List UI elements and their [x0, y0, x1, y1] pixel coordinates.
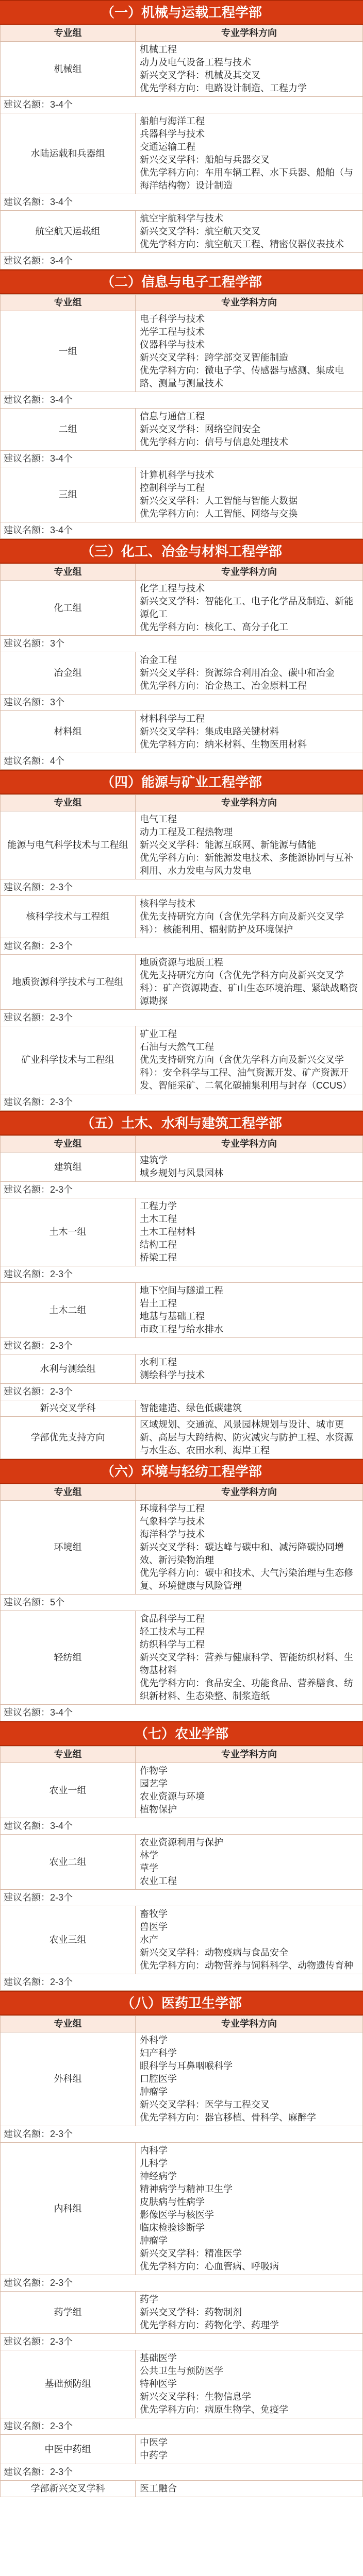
header-direction: 专业学科方向 [136, 295, 363, 311]
group-name: 核科学技术与工程组 [1, 896, 136, 938]
suggested-quota: 建议名额：2-3个 [1, 1010, 363, 1026]
suggested-quota: 建议名额：3-4个 [1, 97, 363, 113]
table-row [1, 311, 363, 392]
suggest-row [1, 2126, 363, 2143]
table-row [1, 811, 363, 879]
suggested-quota: 建议名额：5个 [1, 1595, 363, 1611]
table-row [1, 1283, 363, 1338]
group-name: 三组 [1, 467, 136, 522]
table-row [1, 711, 363, 753]
group-name: 轻纺组 [1, 1611, 136, 1705]
group-directions: 食品科学与工程 轻工技术与工程 纺织科学与工程 新兴交叉学科：营养与健康科学、智能纺织材料、生物基材料 优先学科方向：食品安全、功能食品、营养膳食、纺织新材料、生态染整、制浆造纸 [136, 1611, 363, 1705]
header-group: 专业组 [1, 795, 136, 811]
header-group: 专业组 [1, 295, 136, 311]
group-name: 环境组 [1, 1501, 136, 1595]
table-row [1, 1026, 363, 1094]
table-row [1, 1501, 363, 1595]
group-directions: 信息与通信工程 新兴交叉学科：网络空间安全 优先学科方向：信号与信息处理技术 [136, 409, 363, 451]
suggest-row [1, 2334, 363, 2350]
table-row [1, 1400, 363, 1417]
table-row [1, 211, 363, 253]
table-row [1, 581, 363, 636]
table-row [1, 652, 363, 694]
section-table [0, 564, 363, 770]
group-directions: 内科学 儿科学 神经病学 精神病学与精神卫生学 皮肤病与性病学 影像医学与核医学 临床检验诊断学 肿瘤学 新兴交叉学科：精准医学 优先学科方向：心血管病、呼吸病 [136, 2143, 363, 2275]
suggested-quota: 建议名额：2-3个 [1, 2126, 363, 2143]
header-group: 专业组 [1, 1747, 136, 1763]
section-title: （二）信息与电子工程学部 [0, 269, 363, 294]
group-directions: 地质资源与地质工程 优先支持研究方向（含优先学科方向及新兴交叉学科）：矿产资源勘查、矿山生态环境治理、紧缺战略资源勘探 [136, 955, 363, 1010]
table-row [1, 896, 363, 938]
header-direction: 专业学科方向 [136, 1136, 363, 1153]
group-directions: 矿业工程 石油与天然气工程 优先支持研究方向（含优先学科方向及新兴交叉学科）：安全科学与工程、油气资源开发、矿产资源开发、智能采矿、二氧化碳捕集利用与封存（CCUS） [136, 1026, 363, 1094]
section-title: （一）机械与运载工程学部 [0, 0, 363, 25]
table-row [1, 2350, 363, 2418]
suggest-row [1, 1595, 363, 1611]
group-directions: 材料科学与工程 新兴交叉学科：集成电路关键材料 优先学科方向：纳米材料、生物医用材料 [136, 711, 363, 753]
group-directions: 水利工程 测绘科学与技术 [136, 1354, 363, 1384]
group-name: 土木一组 [1, 1198, 136, 1266]
header-group: 专业组 [1, 564, 136, 581]
suggest-row [1, 97, 363, 113]
suggest-row [1, 522, 363, 539]
table-row [1, 2481, 363, 2497]
table-row [1, 1763, 363, 1818]
group-name: 矿业科学技术与工程组 [1, 1026, 136, 1094]
suggested-quota: 建议名额：3个 [1, 636, 363, 652]
section-title: （七）农业学部 [0, 1721, 363, 1746]
suggested-quota: 建议名额：3-4个 [1, 194, 363, 211]
table-header-row [1, 564, 363, 581]
group-directions: 电气工程 动力工程及工程热物理 新兴交叉学科：能源互联网、新能源与储能 优先学科方向：新能源发电技术、多能源协同与互补利用、水力发电与风力发电 [136, 811, 363, 879]
group-name: 学部优先支持方向 [1, 1417, 136, 1459]
table-header-row [1, 2016, 363, 2032]
suggested-quota: 建议名额：2-3个 [1, 1384, 363, 1400]
suggested-quota: 建议名额：4个 [1, 753, 363, 770]
suggested-quota: 建议名额：2-3个 [1, 1974, 363, 1991]
table-row [1, 2032, 363, 2126]
header-direction: 专业学科方向 [136, 2016, 363, 2032]
group-directions: 机械工程 动力及电气设备工程与技术 新兴交叉学科：机械及其交叉 优先学科方向：电路设计制造、工程力学 [136, 42, 363, 97]
table-row [1, 1835, 363, 1890]
table-header-row [1, 1136, 363, 1153]
group-directions: 智能建造、绿色低碳建筑 [136, 1400, 363, 1417]
group-directions: 核科学与技术 优先支持研究方向（含优先学科方向及新兴交叉学科）：核能利用、辐射防护及环境保护 [136, 896, 363, 938]
group-name: 农业三组 [1, 1906, 136, 1974]
group-name: 机械组 [1, 42, 136, 97]
group-directions: 作物学 园艺学 农业资源与环境 植物保护 [136, 1763, 363, 1818]
suggested-quota: 建议名额：3-4个 [1, 1705, 363, 1721]
suggest-row [1, 1094, 363, 1111]
table-header-row [1, 1747, 363, 1763]
suggest-row [1, 194, 363, 211]
suggested-quota: 建议名额：3个 [1, 694, 363, 711]
table-row [1, 955, 363, 1010]
group-directions: 中医学 中药学 [136, 2435, 363, 2464]
group-name: 内科组 [1, 2143, 136, 2275]
group-name: 冶金组 [1, 652, 136, 694]
group-name: 二组 [1, 409, 136, 451]
suggested-quota: 建议名额：2-3个 [1, 938, 363, 955]
suggest-row [1, 2418, 363, 2435]
suggest-row [1, 1818, 363, 1835]
header-group: 专业组 [1, 2016, 136, 2032]
group-name: 水利与测绘组 [1, 1354, 136, 1384]
suggested-quota: 建议名额：2-3个 [1, 1890, 363, 1906]
group-directions: 化学工程与技术 新兴交叉学科：智能化工、电子化学品及制造、新能源化工 优先学科方向：核化工、高分子化工 [136, 581, 363, 636]
group-name: 能源与电气科学技术与工程组 [1, 811, 136, 879]
group-name: 航空航天运载组 [1, 211, 136, 253]
suggested-quota: 建议名额：2-3个 [1, 1338, 363, 1354]
group-directions: 建筑学 城乡规划与风景园林 [136, 1153, 363, 1182]
table-header-row [1, 795, 363, 811]
section-table [0, 1484, 363, 1721]
suggested-quota: 建议名额：3-4个 [1, 451, 363, 467]
section-title: （五）土木、水利与建筑工程学部 [0, 1111, 363, 1136]
suggested-quota: 建议名额：2-3个 [1, 879, 363, 896]
group-name: 新兴交叉学科 [1, 1400, 136, 1417]
table-row [1, 113, 363, 194]
suggest-row [1, 636, 363, 652]
group-name: 学部新兴交叉学科 [1, 2481, 136, 2497]
header-group: 专业组 [1, 25, 136, 42]
section-table [0, 1746, 363, 1991]
suggest-row [1, 1182, 363, 1198]
section-title: （六）环境与轻纺工程学部 [0, 1459, 363, 1484]
suggest-row [1, 879, 363, 896]
table-row [1, 2435, 363, 2464]
header-direction: 专业学科方向 [136, 25, 363, 42]
suggested-quota: 建议名额：2-3个 [1, 1094, 363, 1111]
suggest-row [1, 1890, 363, 1906]
table-header-row [1, 1484, 363, 1501]
suggested-quota: 建议名额：2-3个 [1, 1266, 363, 1283]
suggest-row [1, 938, 363, 955]
group-name: 药学组 [1, 2292, 136, 2334]
group-directions: 基础医学 公共卫生与预防医学 特种医学 新兴交叉学科：生物信息学 优先学科方向：病原生物学、免疫学 [136, 2350, 363, 2418]
group-directions: 药学 新兴交叉学科：药物制剂 优先学科方向：药物化学、药理学 [136, 2292, 363, 2334]
group-name: 建筑组 [1, 1153, 136, 1182]
table-row [1, 2143, 363, 2275]
table-header-row [1, 295, 363, 311]
suggest-row [1, 694, 363, 711]
section-table [0, 1136, 363, 1459]
group-name: 农业二组 [1, 1835, 136, 1890]
suggested-quota: 建议名额：2-3个 [1, 1182, 363, 1198]
suggested-quota: 建议名额：3-4个 [1, 522, 363, 539]
table-row [1, 1417, 363, 1459]
group-name: 地质资源科学技术与工程组 [1, 955, 136, 1010]
group-directions: 外科学 妇产科学 眼科学与耳鼻咽喉科学 口腔医学 肿瘤学 新兴交叉学科：医学与工程交叉 优先学科方向：器官移植、骨科学、麻醉学 [136, 2032, 363, 2126]
group-name: 一组 [1, 311, 136, 392]
group-directions: 工程力学 土木工程 土木工程材料 结构工程 桥梁工程 [136, 1198, 363, 1266]
group-name: 土木二组 [1, 1283, 136, 1338]
header-group: 专业组 [1, 1136, 136, 1153]
suggest-row [1, 753, 363, 770]
section-title: （八）医药卫生学部 [0, 1991, 363, 2015]
group-directions: 计算机科学与技术 控制科学与工程 新兴交叉学科：人工智能与智能大数据 优先学科方向：人工智能、网络与交换 [136, 467, 363, 522]
table-row [1, 467, 363, 522]
suggested-quota: 建议名额：3-4个 [1, 1818, 363, 1835]
group-name: 化工组 [1, 581, 136, 636]
suggested-quota: 建议名额：2-3个 [1, 2464, 363, 2481]
header-group: 专业组 [1, 1484, 136, 1501]
group-name: 外科组 [1, 2032, 136, 2126]
suggest-row [1, 1705, 363, 1721]
group-directions: 医工融合 [136, 2481, 363, 2497]
group-directions: 农业资源利用与保护 林学 草学 农业工程 [136, 1835, 363, 1890]
group-name: 材料组 [1, 711, 136, 753]
group-directions: 区域规划、交通流、风景园林规划与设计、城市更新、高层与大跨结构、防灾减灾与防护工程、水资源与水生态、农田水利、海岸工程 [136, 1417, 363, 1459]
group-directions: 电子科学与技术 光学工程与技术 仪器科学与技术 新兴交叉学科：跨学部交叉智能制造 优先学科方向：微电子学、传感器与感测、集成电路、测量与测量技术 [136, 311, 363, 392]
group-directions: 地下空间与隧道工程 岩土工程 地基与基础工程 市政工程与给水排水 [136, 1283, 363, 1338]
header-direction: 专业学科方向 [136, 1484, 363, 1501]
suggested-quota: 建议名额：2-3个 [1, 2334, 363, 2350]
section-title: （三）化工、冶金与材料工程学部 [0, 539, 363, 564]
header-direction: 专业学科方向 [136, 795, 363, 811]
suggest-row [1, 2464, 363, 2481]
table-header-row [1, 25, 363, 42]
suggested-quota: 建议名额：3-4个 [1, 253, 363, 269]
header-direction: 专业学科方向 [136, 564, 363, 581]
section-table [0, 294, 363, 539]
suggest-row [1, 1266, 363, 1283]
table-row [1, 1611, 363, 1705]
group-name: 农业一组 [1, 1763, 136, 1818]
section-table [0, 2015, 363, 2497]
group-directions: 冶金工程 新兴交叉学科：资源综合利用冶金、碳中和冶金 优先学科方向：冶金热工、冶金原料工程 [136, 652, 363, 694]
group-directions: 航空宇航科学与技术 新兴交叉学科：航空航天交叉 优先学科方向：航空航天工程、精密仪器仪表技术 [136, 211, 363, 253]
group-directions: 环境科学与工程 气象科学与技术 海洋科学与技术 新兴交叉学科：碳达峰与碳中和、减污降碳协同增效、新污染物治理 优先学科方向：碳中和技术、大气污染治理与生态修复、环境健康与风险管理 [136, 1501, 363, 1595]
table-row [1, 2292, 363, 2334]
suggest-row [1, 1010, 363, 1026]
table-row [1, 1906, 363, 1974]
table-row [1, 1198, 363, 1266]
suggested-quota: 建议名额：3-4个 [1, 392, 363, 409]
section-table [0, 794, 363, 1111]
table-row [1, 42, 363, 97]
suggested-quota: 建议名额：2-3个 [1, 2418, 363, 2435]
suggest-row [1, 1384, 363, 1400]
suggest-row [1, 253, 363, 269]
suggest-row [1, 1338, 363, 1354]
suggest-row [1, 451, 363, 467]
suggest-row [1, 2275, 363, 2292]
header-direction: 专业学科方向 [136, 1747, 363, 1763]
group-name: 中医中药组 [1, 2435, 136, 2464]
section-title: （四）能源与矿业工程学部 [0, 770, 363, 794]
table-row [1, 1354, 363, 1384]
table-row [1, 1153, 363, 1182]
group-name: 基础预防组 [1, 2350, 136, 2418]
suggest-row [1, 392, 363, 409]
table-row [1, 409, 363, 451]
group-name: 水陆运载和兵器组 [1, 113, 136, 194]
group-directions: 畜牧学 兽医学 水产 新兴交叉学科：动物疫病与食品安全 优先学科方向：动物营养与饲料科学、动物遗传育种 [136, 1906, 363, 1974]
group-directions: 船舶与海洋工程 兵器科学与技术 交通运输工程 新兴交叉学科：船舶与兵器交叉 优先学科方向：车用车辆工程、水下兵器、船舶（与海洋结构物）设计制造 [136, 113, 363, 194]
suggested-quota: 建议名额：2-3个 [1, 2275, 363, 2292]
suggest-row [1, 1974, 363, 1991]
section-table [0, 25, 363, 269]
